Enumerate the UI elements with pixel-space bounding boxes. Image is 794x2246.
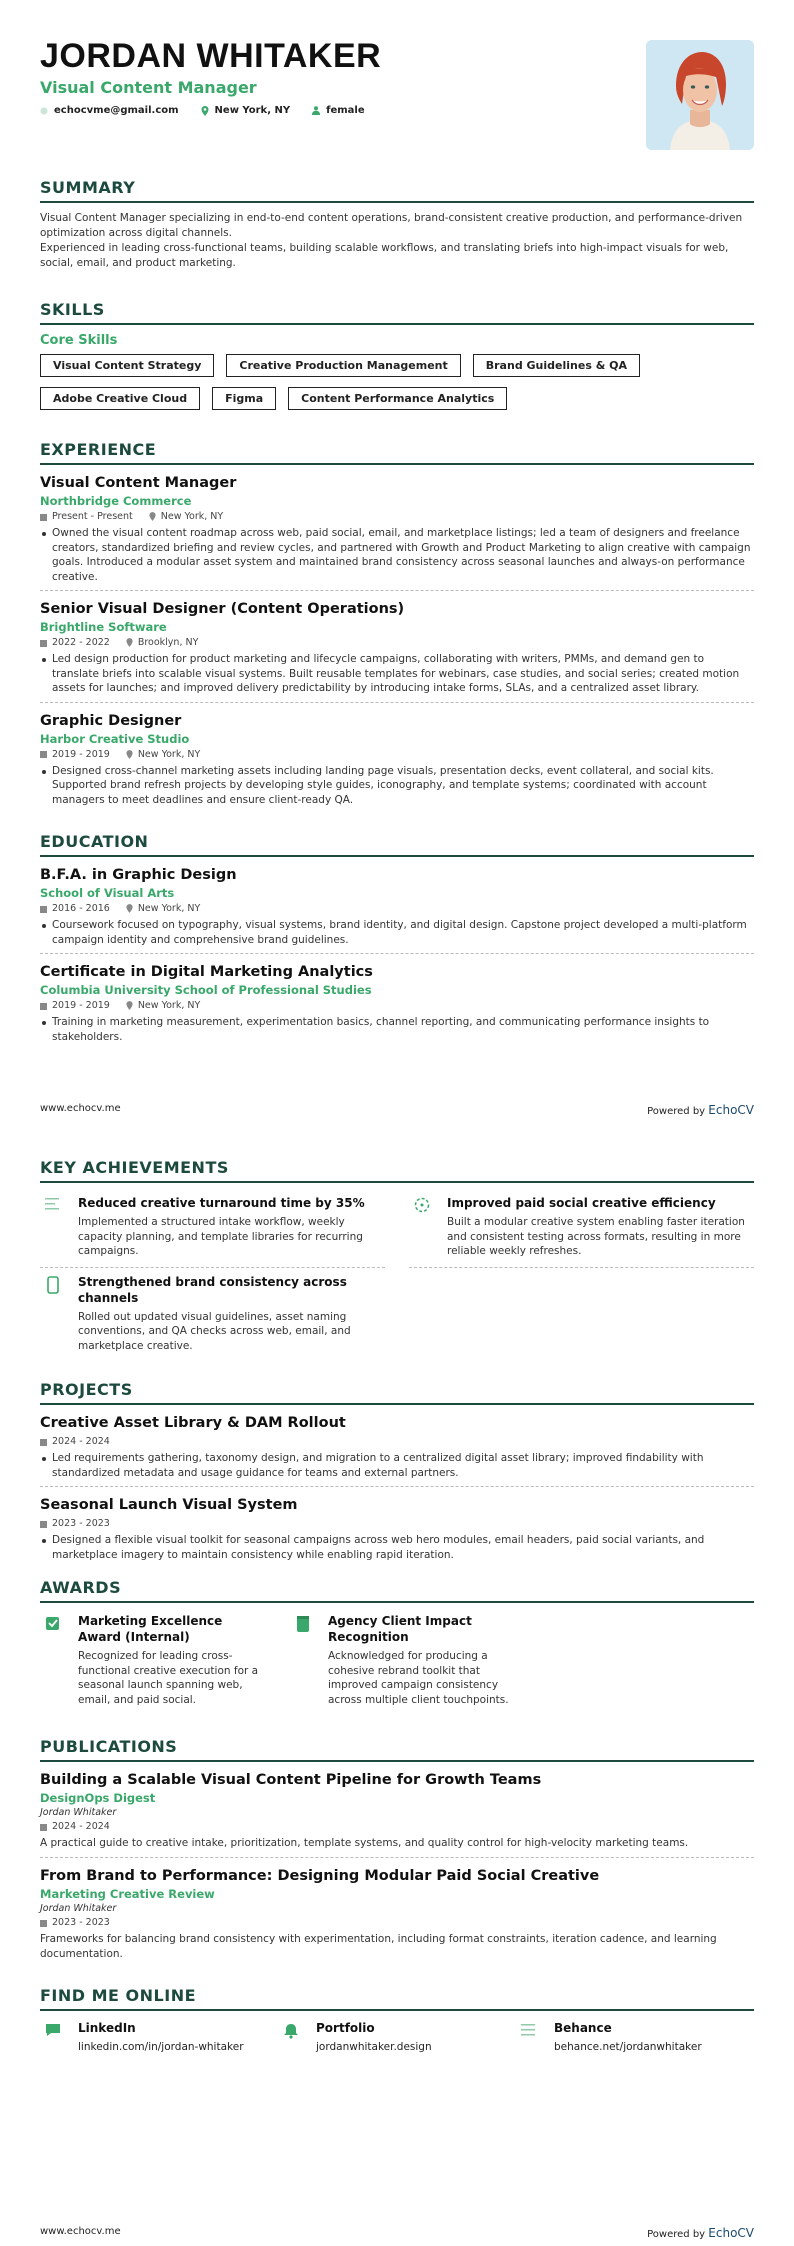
online-item-portfolio[interactable] — [278, 2021, 516, 2053]
entry-meta — [40, 1917, 754, 1928]
location-text: New York, NY — [214, 105, 291, 116]
publications-heading: PUBLICATIONS — [40, 1737, 754, 1762]
entry-title: Visual Content Manager — [40, 475, 237, 491]
skill-chip: Figma — [212, 387, 276, 410]
email-icon — [40, 107, 48, 115]
entry-meta — [40, 1436, 754, 1447]
entry-location: Brooklyn, NY — [137, 637, 199, 648]
resume-header — [40, 36, 754, 156]
entry-meta — [40, 903, 754, 914]
online-item-linkedin[interactable] — [40, 2021, 278, 2053]
calendar-icon — [40, 905, 47, 913]
entry-dates: Present - Present — [52, 511, 133, 522]
achievement-title: Improved paid social creative efficiency — [447, 1196, 716, 1210]
echocv-logo[interactable]: EchoCV — [708, 2226, 754, 2240]
target-dashed-icon — [414, 1197, 430, 1213]
entry-location: New York, NY — [160, 511, 224, 522]
entry-meta — [40, 1518, 754, 1529]
entry-publisher: Marketing Creative Review — [40, 1887, 215, 1901]
education-section — [40, 832, 754, 1058]
entry-description: Owned the visual content roadmap across web, paid social, email, and marketplace listings; led a team of designers and freelance creators, standardized briefing and review cycles, and partnered with Growth and Product Marketing to align creative with campaign goals. Introduced a modular asset system and maintained brand consistency across seasonal launches and always-on performance creative. — [40, 526, 754, 584]
profile-photo — [646, 40, 754, 150]
achievement-item — [409, 1189, 754, 1268]
summary-paragraph-2: Experienced in leading cross-functional teams, building scalable workflows, and translating briefs into high-impact visuals for web, social, email, and product marketing. — [40, 242, 729, 269]
calendar-icon — [40, 513, 47, 521]
entry-description: Designed a flexible visual toolkit for seasonal campaigns across web hero modules, email headers, paid social variants, and marketplace imagery to maintain consistency while enabling rapid iteration. — [40, 1533, 754, 1562]
project-entry — [40, 1413, 754, 1487]
entry-organization: Columbia University School of Professional Studies — [40, 983, 372, 997]
calendar-icon — [40, 1823, 47, 1831]
summary-heading: SUMMARY — [40, 178, 754, 203]
entry-description: Training in marketing measurement, experimentation basics, channel reporting, and communicating performance insights to stakeholders. — [40, 1015, 754, 1044]
candidate-name: JORDAN WHITAKER — [40, 37, 382, 75]
calendar-icon — [40, 1919, 47, 1927]
entry-dates: 2024 - 2024 — [52, 1821, 110, 1832]
powered-by — [647, 2226, 754, 2240]
calendar-icon — [40, 639, 47, 647]
location-pin-icon — [149, 512, 156, 521]
skill-chip: Content Performance Analytics — [288, 387, 507, 410]
contact-location — [201, 105, 291, 116]
entry-title: Senior Visual Designer (Content Operations) — [40, 601, 405, 617]
entry-description: A practical guide to creative intake, prioritization, template systems, and quality control for high-velocity marketing teams. — [40, 1837, 689, 1849]
online-link[interactable]: behance.net/jordanwhitaker — [554, 2041, 702, 2053]
online-title: LinkedIn — [78, 2021, 136, 2035]
award-item — [290, 1613, 510, 1707]
footer-site-link[interactable]: www.echocv.me — [40, 2226, 121, 2237]
entry-dates: 2019 - 2019 — [52, 748, 110, 760]
entry-dates: 2023 - 2023 — [52, 1917, 110, 1928]
entry-description: Coursework focused on typography, visual systems, brand identity, and digital design. Capstone project developed a multi-platform campaign identity and comprehensive brand guidelines. — [40, 918, 754, 947]
certificate-check-icon — [45, 1615, 61, 1631]
entry-organization: School of Visual Arts — [40, 886, 175, 900]
experience-entry — [40, 599, 754, 703]
education-entry — [40, 865, 754, 954]
skill-chip: Creative Production Management — [226, 354, 460, 377]
entry-description: Led design production for product marketing and lifecycle campaigns, collaborating with writers, PMMs, and demand gen to translate briefs into scalable visual systems. Built reusable templates for webinars, case studies, and social series; created motion assets for launches; and improved delivery predictability by introducing intake forms, SLAs, and a centralized asset library. — [40, 652, 754, 696]
calendar-icon — [40, 1002, 47, 1010]
education-entry — [40, 962, 754, 1050]
online-link[interactable]: jordanwhitaker.design — [316, 2041, 432, 2053]
achievement-title: Reduced creative turnaround time by 35% — [78, 1196, 365, 1210]
entry-dates: 2022 - 2022 — [52, 637, 110, 648]
online-item-behance[interactable] — [516, 2021, 754, 2053]
entry-author: Jordan Whitaker — [40, 1903, 117, 1914]
entry-title: Graphic Designer — [40, 712, 182, 729]
achievement-title: Strengthened brand consistency across channels — [78, 1274, 347, 1305]
entry-meta — [40, 511, 754, 522]
skill-chips — [40, 354, 754, 410]
online-title: Behance — [554, 2021, 612, 2035]
entry-title: Seasonal Launch Visual System — [40, 1497, 298, 1513]
entry-title: B.F.A. in Graphic Design — [40, 867, 237, 883]
skills-heading: SKILLS — [40, 300, 754, 325]
location-pin-icon — [201, 106, 209, 116]
experience-heading: EXPERIENCE — [40, 440, 754, 465]
achievement-description: Rolled out updated visual guidelines, asset naming conventions, and QA checks across web, email, and marketplace creative. — [78, 1310, 351, 1352]
entry-title: From Brand to Performance: Designing Modular Paid Social Creative — [40, 1868, 600, 1884]
entry-dates: 2023 - 2023 — [52, 1518, 110, 1529]
award-description: Acknowledged for producing a cohesive rebrand toolkit that improved campaign consistency across multiple client touchpoints. — [328, 1650, 509, 1706]
award-title: Agency Client Impact Recognition — [328, 1614, 472, 1644]
entry-meta — [40, 637, 754, 648]
footer-site-link[interactable]: www.echocv.me — [40, 1103, 121, 1114]
contact-gender — [312, 105, 365, 116]
calendar-icon — [40, 1438, 47, 1446]
email-text: echocvme@gmail.com — [54, 105, 179, 116]
award-title: Marketing Excellence Award (Internal) — [78, 1614, 223, 1644]
entry-title: Creative Asset Library & DAM Rollout — [40, 1415, 346, 1431]
core-skills-label: Core Skills — [40, 333, 118, 348]
projects-heading: PROJECTS — [40, 1380, 754, 1405]
entry-dates: 2019 - 2019 — [52, 1000, 110, 1011]
entry-organization: Brightline Software — [40, 620, 167, 634]
entry-description: Led requirements gathering, taxonomy design, and migration to a centralized digital asset library; improved findability with standardized metadata and usage guidance for teams and external partners. — [40, 1451, 754, 1480]
entry-author: Jordan Whitaker — [40, 1807, 117, 1818]
achievement-item — [40, 1268, 385, 1362]
entry-meta — [40, 749, 754, 760]
entry-meta — [40, 1000, 754, 1011]
awards-heading: AWARDS — [40, 1578, 754, 1603]
candidate-title: Visual Content Manager — [40, 78, 257, 97]
online-link[interactable]: linkedin.com/in/jordan-whitaker — [78, 2041, 244, 2053]
publications-section — [40, 1737, 754, 1976]
publication-entry — [40, 1866, 754, 1968]
achievements-section — [40, 1158, 754, 1361]
publication-entry — [40, 1770, 754, 1858]
lines-icon — [45, 1197, 61, 1211]
entry-title: Certificate in Digital Marketing Analytics — [40, 964, 373, 980]
calendar-icon — [40, 1520, 47, 1528]
entry-dates: 2016 - 2016 — [52, 903, 110, 914]
projects-section — [40, 1380, 754, 1576]
experience-entry — [40, 711, 754, 814]
contact-email[interactable] — [40, 105, 179, 116]
location-pin-icon — [126, 1001, 133, 1010]
echocv-logo[interactable]: EchoCV — [708, 1103, 754, 1117]
award-item — [40, 1613, 260, 1707]
experience-entry — [40, 473, 754, 591]
entry-organization: Harbor Creative Studio — [40, 731, 190, 746]
project-entry — [40, 1495, 754, 1568]
entry-location: New York, NY — [137, 1000, 201, 1011]
trophy-icon — [296, 1615, 310, 1633]
education-heading: EDUCATION — [40, 832, 754, 857]
summary-paragraph-1: Visual Content Manager specializing in end-to-end content operations, brand-consistent creative production, and performance-driven optimization across digital channels. — [40, 212, 743, 239]
achievement-item — [40, 1189, 385, 1268]
skill-chip: Brand Guidelines & QA — [473, 354, 640, 377]
chat-bubble-icon — [45, 2023, 61, 2037]
location-pin-icon — [126, 638, 133, 647]
gender-text: female — [326, 105, 365, 116]
skill-chip: Adobe Creative Cloud — [40, 387, 200, 410]
powered-by-text: Powered by — [647, 1106, 706, 1117]
entry-description: Frameworks for balancing brand consistency with experimentation, including format constraints, iteration cadence, and learning documentation. — [40, 1933, 717, 1960]
entry-publisher: DesignOps Digest — [40, 1791, 156, 1805]
achievements-heading: KEY ACHIEVEMENTS — [40, 1158, 754, 1183]
location-pin-icon — [126, 750, 133, 759]
online-title: Portfolio — [316, 2021, 375, 2035]
online-heading: FIND ME ONLINE — [40, 1986, 754, 2011]
entry-meta — [40, 1821, 754, 1832]
entry-location: New York, NY — [137, 903, 201, 914]
lines-icon — [521, 2023, 537, 2037]
entry-description: Designed cross-channel marketing assets including landing page visuals, presentation decks, event collateral, and social kits. Supported brand refresh projects by developing style guides, iconography, and template systems; coordinated with account managers to meet deadlines and ensure client-ready QA. — [40, 764, 754, 808]
entry-dates: 2024 - 2024 — [52, 1436, 110, 1447]
skills-section — [40, 300, 754, 410]
person-icon — [312, 106, 320, 115]
powered-by-text: Powered by — [647, 2229, 706, 2240]
mobile-phone-icon — [47, 1276, 59, 1294]
skill-chip: Visual Content Strategy — [40, 354, 214, 377]
achievement-description: Implemented a structured intake workflow, weekly capacity planning, and template libraries for recurring campaigns. — [78, 1216, 363, 1257]
entry-location: New York, NY — [137, 748, 201, 760]
summary-section — [40, 178, 754, 271]
bell-icon — [284, 2023, 298, 2039]
page-footer — [40, 1103, 754, 1117]
location-pin-icon — [126, 904, 133, 913]
experience-section — [40, 440, 754, 821]
portrait-image — [646, 40, 754, 150]
entry-organization: Northbridge Commerce — [40, 494, 192, 508]
powered-by — [647, 1103, 754, 1117]
awards-section — [40, 1578, 754, 1707]
award-description: Recognized for leading cross-functional creative execution for a seasonal launch spanning web, email, and paid social. — [78, 1650, 259, 1706]
entry-title: Building a Scalable Visual Content Pipeline for Growth Teams — [40, 1772, 542, 1788]
page-footer — [40, 2226, 754, 2240]
calendar-icon — [40, 750, 47, 758]
achievement-description: Built a modular creative system enabling faster iteration and consistent testing across formats, resulting in more reliable weekly refreshes. — [447, 1216, 745, 1257]
online-section — [40, 1986, 754, 2053]
